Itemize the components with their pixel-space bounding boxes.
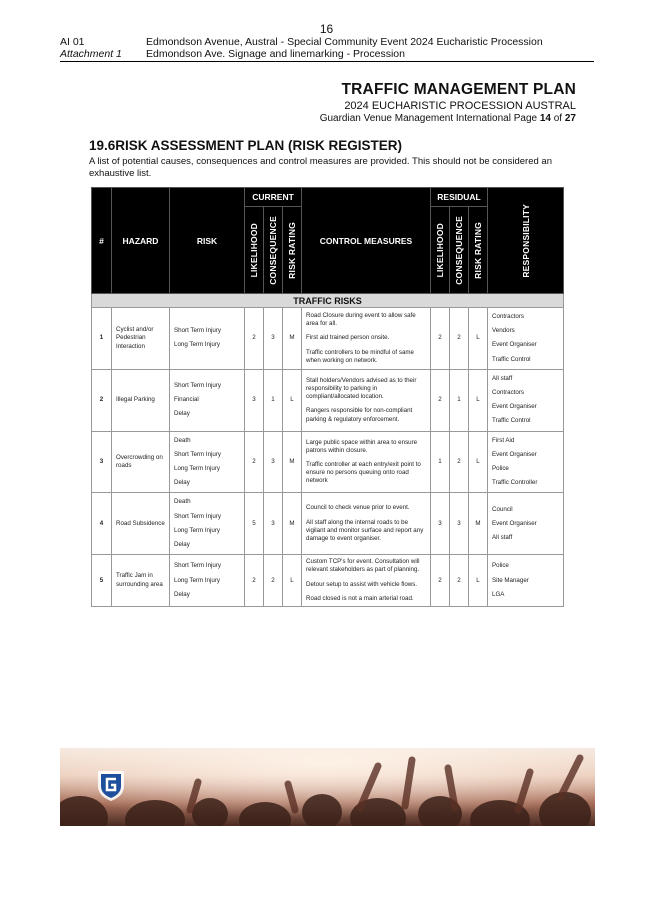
table-row (92, 431, 564, 493)
risk-cell-item: Short Term Injury (174, 327, 221, 335)
col-current-consequence (264, 207, 283, 294)
control-measures-cell-item: First aid trained person onsite. (306, 334, 390, 342)
responsibility-cell-item: Event Organiser (492, 450, 537, 458)
responsibility-cell-item: Traffic Control (492, 355, 531, 363)
risk-register-table (91, 187, 564, 607)
responsibility-cell-item: Traffic Control (492, 417, 531, 425)
responsibility-cell (488, 431, 564, 493)
current-risk-rating-cell: M (283, 493, 302, 555)
consequence-label: CONSEQUENCE (454, 215, 464, 285)
col-responsibility (488, 188, 564, 294)
footer-banner-photo (60, 748, 595, 826)
table-row (92, 493, 564, 555)
col-risk: RISK (170, 188, 245, 294)
current-risk-rating-cell: M (283, 431, 302, 493)
col-hazard: HAZARD (112, 188, 170, 294)
guardian-shield-logo-icon (96, 768, 126, 802)
col-current-risk-rating (283, 207, 302, 294)
current-consequence-cell: 3 (264, 493, 283, 555)
col-current-likelihood (245, 207, 264, 294)
residual-consequence-cell: 2 (450, 555, 469, 607)
current-likelihood-cell: 2 (245, 308, 264, 370)
residual-consequence-cell: 3 (450, 493, 469, 555)
responsibility-cell (488, 308, 564, 370)
risk-cell-item: Long Term Injury (174, 526, 220, 534)
row-number: 4 (92, 493, 112, 555)
document-header (60, 36, 594, 60)
page-total: 27 (564, 113, 576, 124)
col-group-residual: RESIDUAL (431, 188, 488, 207)
risk-cell-item: Long Term Injury (174, 465, 220, 473)
risk-cell-item: Delay (174, 541, 190, 549)
residual-likelihood-cell: 2 (431, 308, 450, 370)
current-likelihood-cell: 2 (245, 431, 264, 493)
risk-cell-item: Death (174, 498, 191, 506)
responsibility-cell-item: All staff (492, 533, 513, 541)
control-measures-cell-item: Large public space within area to ensure patrons within closure. (306, 438, 418, 454)
current-likelihood-cell: 2 (245, 555, 264, 607)
current-consequence-cell: 2 (264, 555, 283, 607)
col-group-current: CURRENT (245, 188, 302, 207)
responsibility-cell (488, 555, 564, 607)
current-consequence-cell: 3 (264, 308, 283, 370)
col-number: # (92, 188, 112, 294)
risk-cell (170, 555, 245, 607)
row-number: 5 (92, 555, 112, 607)
table-row (92, 369, 564, 431)
residual-consequence-cell: 1 (450, 369, 469, 431)
responsibility-cell-item: All staff (492, 374, 513, 382)
responsibility-cell-item: Traffic Controller (492, 479, 538, 487)
plan-heading (320, 81, 576, 124)
hazard-cell: Cyclist and/or Pedestrian Interaction (112, 308, 170, 370)
responsibility-cell-item: LGA (492, 590, 505, 598)
responsibility-cell-item: Vendors (492, 327, 515, 335)
risk-cell-item: Death (174, 436, 191, 444)
header-divider (60, 61, 594, 62)
col-control-measures: CONTROL MEASURES (302, 188, 431, 294)
page-number: 16 (319, 22, 334, 36)
page-prefix: Guardian Venue Management International Page (319, 113, 540, 124)
current-likelihood-cell: 5 (245, 493, 264, 555)
risk-cell-item: Short Term Injury (174, 381, 221, 389)
risk-cell (170, 308, 245, 370)
plan-subtitle: 2024 EUCHARISTIC PROCESSION AUSTRAL (344, 100, 576, 112)
risk-cell-item: Delay (174, 410, 190, 418)
control-measures-cell-item: Stall holders/Vendors advised as to their responsibility to parking in compliant/allocated location. (306, 376, 417, 401)
control-measures-cell-item: Detour setup to assist with vehicle flows. (306, 580, 418, 588)
responsibility-cell-item: Event Organiser (492, 519, 537, 527)
risk-cell-item: Long Term Injury (174, 341, 220, 349)
control-measures-cell-item: Road closed is not a main arterial road. (306, 594, 414, 602)
hazard-cell: Illegal Parking (112, 369, 170, 431)
likelihood-label: LIKELIHOOD (435, 222, 445, 278)
control-measures-cell-item: Custom TCP's for event. Consultation will relevant stakeholders as part of planning. (306, 558, 420, 574)
responsibility-cell-item: Council (492, 505, 513, 513)
risk-cell-item: Short Term Injury (174, 512, 221, 520)
responsibility-cell (488, 493, 564, 555)
crowd-silhouette (60, 748, 595, 826)
row-number: 2 (92, 369, 112, 431)
hazard-cell: Road Subsidence (112, 493, 170, 555)
current-risk-rating-cell: L (283, 555, 302, 607)
section-intro: A list of potential causes, consequences and control measures are provided. This should not be considered an exhaustive list. (89, 156, 552, 179)
residual-risk-rating-cell: L (469, 308, 488, 370)
control-measures-cell-item: Rangers responsible for non-compliant parking & regulatory enforcement. (306, 407, 413, 423)
residual-risk-rating-cell: L (469, 369, 488, 431)
control-measures-cell (302, 431, 431, 493)
responsibility-cell-item: Site Manager (492, 576, 529, 584)
risk-rows (92, 308, 564, 607)
header-attachment-title: Edmondson Ave. Signage and linemarking - Procession (146, 48, 405, 60)
responsibility-cell-item: Police (492, 562, 509, 570)
col-residual-likelihood (431, 207, 450, 294)
control-measures-cell-item: Traffic controller at each entry/exit point to ensure no persons queuing onto road network (306, 460, 421, 485)
responsibility-cell-item: Contractors (492, 313, 524, 320)
col-residual-risk-rating (469, 207, 488, 294)
likelihood-label: LIKELIHOOD (249, 222, 259, 278)
residual-risk-rating-cell: L (469, 555, 488, 607)
section-title: 19.6RISK ASSESSMENT PLAN (RISK REGISTER) (89, 138, 403, 153)
responsibility-cell-item: Event Organiser (492, 403, 537, 411)
control-measures-cell-item: Traffic controllers to be mindful of same when working on network. (306, 348, 414, 364)
header-report-title: Edmondson Avenue, Austral - Special Community Event 2024 Eucharistic Procession (146, 36, 543, 48)
residual-consequence-cell: 2 (450, 308, 469, 370)
residual-risk-rating-cell: M (469, 493, 488, 555)
risk-cell (170, 369, 245, 431)
responsibility-cell (488, 369, 564, 431)
current-risk-rating-cell: L (283, 369, 302, 431)
risk-cell (170, 431, 245, 493)
residual-likelihood-cell: 2 (431, 369, 450, 431)
responsibility-label: RESPONSIBILITY (520, 203, 531, 278)
risk-cell (170, 493, 245, 555)
current-consequence-cell: 3 (264, 431, 283, 493)
residual-likelihood-cell: 2 (431, 555, 450, 607)
table-row (92, 308, 564, 370)
responsibility-cell-item: Contractors (492, 389, 524, 397)
residual-likelihood-cell: 3 (431, 493, 450, 555)
current-risk-rating-cell: M (283, 308, 302, 370)
page-current: 14 (539, 113, 551, 124)
control-measures-cell-item: All staff along the internal roads to be vigilant and monitor surface and report any damage to event organiser. (306, 518, 424, 543)
risk-cell-item: Short Term Injury (174, 450, 221, 458)
control-measures-cell (302, 308, 431, 370)
hazard-cell: Overcrowding on roads (112, 431, 170, 493)
plan-title: TRAFFIC MANAGEMENT PLAN (341, 81, 576, 98)
col-residual-consequence (450, 207, 469, 294)
responsibility-cell-item: Police (492, 465, 509, 473)
current-consequence-cell: 1 (264, 369, 283, 431)
consequence-label: CONSEQUENCE (268, 215, 278, 285)
control-measures-cell (302, 555, 431, 607)
responsibility-cell-item: Event Organiser (492, 341, 537, 349)
hazard-cell: Traffic Jam in surrounding area (112, 555, 170, 607)
residual-likelihood-cell: 1 (431, 431, 450, 493)
risk-rating-label: RISK RATING (287, 221, 297, 279)
risk-cell-item: Delay (174, 479, 190, 487)
category-band: TRAFFIC RISKS (92, 294, 564, 308)
risk-cell-item: Short Term Injury (174, 562, 221, 570)
control-measures-cell (302, 369, 431, 431)
header-attachment-label: Attachment 1 (60, 48, 122, 60)
control-measures-cell-item: Council to check venue prior to event. (306, 504, 410, 512)
risk-rating-label: RISK RATING (473, 221, 483, 279)
responsibility-cell-item: First Aid (492, 436, 515, 444)
risk-cell-item: Long Term Injury (174, 576, 220, 584)
plan-page-indicator (320, 113, 576, 124)
control-measures-cell (302, 493, 431, 555)
row-number: 1 (92, 308, 112, 370)
risk-cell-item: Financial (174, 396, 199, 404)
risk-cell-item: Delay (174, 590, 190, 598)
page-of: of (550, 113, 565, 124)
current-likelihood-cell: 3 (245, 369, 264, 431)
table-row (92, 555, 564, 607)
control-measures-cell-item: Road Closure during event to allow safe area for all. (306, 311, 416, 328)
residual-risk-rating-cell: L (469, 431, 488, 493)
row-number: 3 (92, 431, 112, 493)
header-agenda-item: AI 01 (60, 36, 85, 48)
residual-consequence-cell: 2 (450, 431, 469, 493)
